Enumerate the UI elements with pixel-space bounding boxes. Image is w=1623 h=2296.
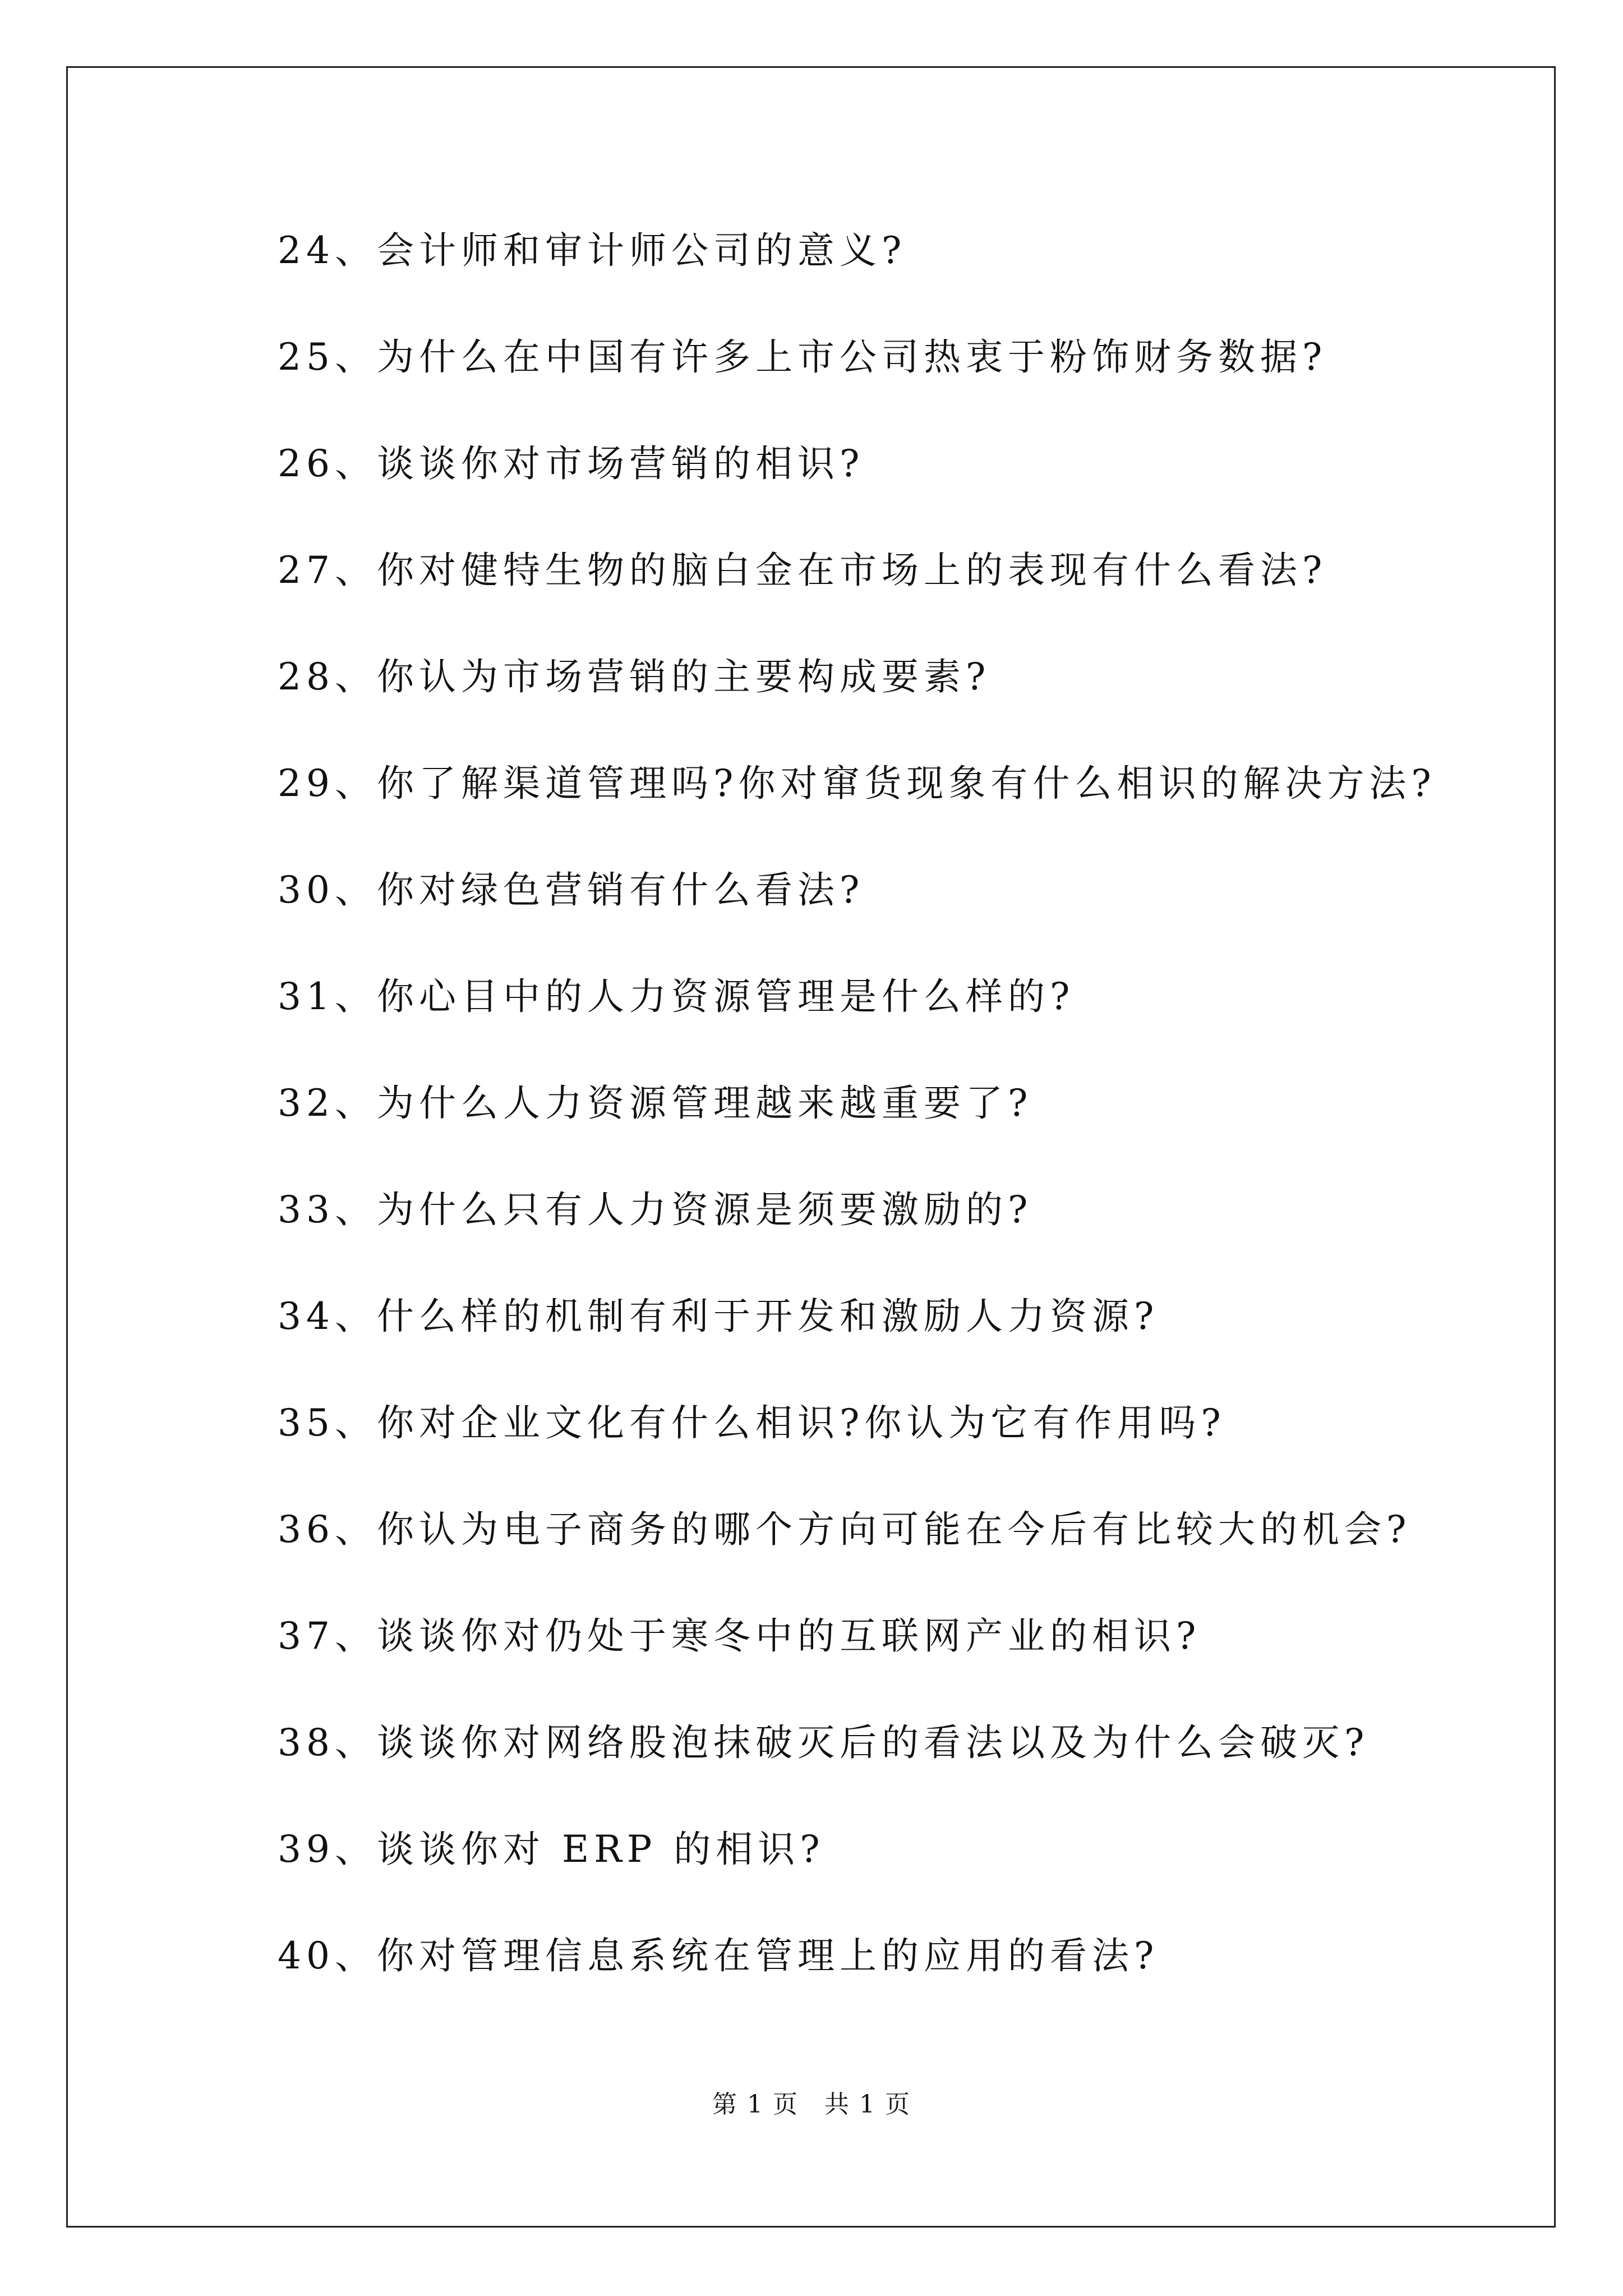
page-footer: 第 1 页 共 1 页 [712,2090,911,2119]
question-29: 29、你了解渠道管理吗?你对窜货现象有什么相识的解决方法? [278,762,1436,805]
question-34: 34、什么样的机制有利于开发和激励人力资源? [278,1295,1159,1338]
question-32: 32、为什么人力资源管理越来越重要了? [278,1082,1033,1125]
question-31: 31、你心目中的人力资源管理是什么样的? [278,975,1075,1018]
question-30: 30、你对绿色营销有什么看法? [278,868,865,912]
question-33: 33、为什么只有人力资源是须要激励的? [278,1188,1033,1231]
question-37: 37、谈谈你对仍处于寒冬中的互联网产业的相识? [278,1614,1201,1658]
question-36: 36、你认为电子商务的哪个方向可能在今后有比较大的机会? [278,1508,1412,1551]
question-25: 25、为什么在中国有许多上市公司热衷于粉饰财务数据? [278,335,1327,379]
question-38: 38、谈谈你对网络股泡抹破灭后的看法以及为什么会破灭? [278,1721,1370,1764]
question-24: 24、会计师和审计师公司的意义? [278,229,907,272]
question-39: 39、谈谈你对 ERP 的相识? [278,1828,825,1871]
question-27: 27、你对健特生物的脑白金在市场上的表现有什么看法? [278,549,1327,592]
question-40: 40、你对管理信息系统在管理上的应用的看法? [278,1934,1159,1977]
question-35: 35、你对企业文化有什么相识?你认为它有作用吗? [278,1401,1226,1444]
question-list [278,220,1436,2032]
question-26: 26、谈谈你对市场营销的相识? [278,442,865,485]
question-28: 28、你认为市场营销的主要构成要素? [278,655,991,698]
